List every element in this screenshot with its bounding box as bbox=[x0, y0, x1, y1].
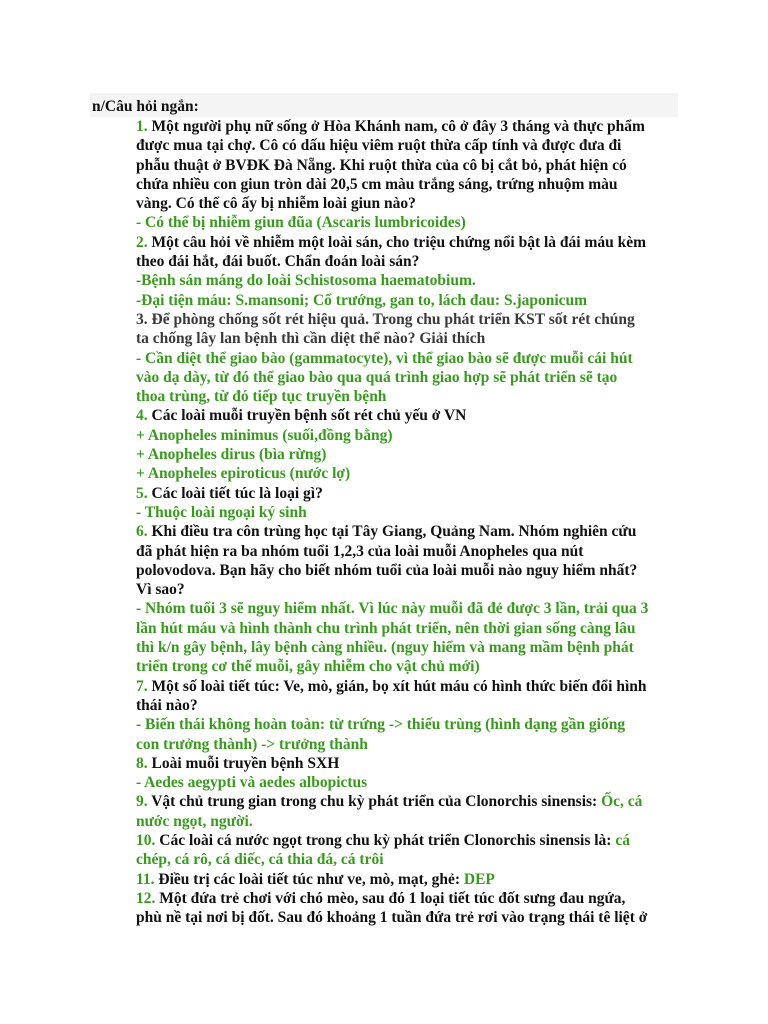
text-segment: thái nào? bbox=[136, 696, 198, 714]
text-segment: con trưởng thành) -> trưởng thành bbox=[136, 735, 368, 753]
text-segment: được mua tại chợ. Cô có dấu hiệu viêm ruột thừa cấp tính và được đưa đi bbox=[136, 137, 622, 155]
text-line bbox=[136, 522, 681, 541]
text-line bbox=[136, 599, 681, 618]
text-segment: -Đại tiện máu: S.mansoni; Cổ trướng, gan to, lách đau: S.japonicum bbox=[136, 291, 588, 309]
text-segment: phù nề tại nơi bị đốt. Sau đó khoảng 1 tuần đứa trẻ rơi vào trạng thái tê liệt ở bbox=[136, 909, 648, 927]
text-line bbox=[136, 291, 681, 310]
question-list bbox=[136, 117, 681, 927]
text-line bbox=[136, 464, 681, 483]
text-line bbox=[136, 156, 681, 175]
text-segment: + Anopheles dirus (bìa rừng) bbox=[136, 446, 327, 464]
text-segment: vào dạ dày, từ đó thể giao bào qua quá trình giao hợp sẽ phát triển sẽ tạo bbox=[136, 368, 618, 386]
text-line bbox=[136, 773, 681, 792]
section-heading: n/Câu hỏi ngắn: bbox=[92, 98, 199, 115]
text-segment: 3. Để phòng chống sốt rét hiệu quả. Trong chu phát triển KST sốt rét chúng bbox=[136, 310, 635, 328]
text-line bbox=[136, 889, 681, 908]
text-line bbox=[136, 387, 681, 406]
text-line bbox=[136, 194, 681, 213]
text-line bbox=[136, 677, 681, 696]
text-line bbox=[136, 252, 681, 271]
text-line bbox=[136, 657, 681, 676]
text-segment: lần hút máu và hình thành chu trình phát triển, nên thời gian sống càng lâu bbox=[136, 619, 636, 637]
text-segment: Một đứa trẻ chơi với chó mèo, sau đó 1 loại tiết túc đốt sưng đau ngứa, bbox=[159, 889, 626, 907]
text-segment: ta chống lây lan bệnh thì cần diệt thể nào? Giải thích bbox=[136, 330, 486, 348]
text-segment: - Thuộc loài ngoại ký sinh bbox=[136, 503, 307, 521]
text-line bbox=[136, 426, 681, 445]
text-line bbox=[136, 349, 681, 368]
text-line bbox=[136, 831, 681, 850]
text-segment: Vật chủ trung gian trong chu kỳ phát triển của Clonorchis sinensis: bbox=[151, 793, 602, 811]
text-line bbox=[136, 812, 681, 831]
text-segment: cá bbox=[615, 831, 630, 849]
text-line bbox=[136, 696, 681, 715]
text-segment: -Bệnh sán máng do loài Schistosoma haematobium. bbox=[136, 272, 476, 290]
text-segment: 10. bbox=[136, 831, 160, 849]
text-segment: phẫu thuật ở BVĐK Đà Nẵng. Khi ruột thừa của cô bị cắt bỏ, phát hiện có bbox=[136, 156, 627, 174]
text-segment: thì k/n gây bệnh, lây bệnh càng nhiều. (nguy hiểm và mang mầm bệnh phát bbox=[136, 639, 634, 657]
text-segment: polovodova. Bạn hãy cho biết nhóm tuổi của loài muỗi nào nguy hiểm nhất? bbox=[136, 561, 638, 579]
text-segment: 2. bbox=[136, 233, 152, 251]
text-line bbox=[136, 175, 681, 194]
text-segment: thoa trùng, từ đó tiếp tục truyền bệnh bbox=[136, 388, 387, 406]
text-segment: 5. bbox=[136, 484, 152, 502]
text-segment: Một người phụ nữ sống ở Hòa Khánh nam, cô ở đây 3 tháng và thực phẩm bbox=[151, 118, 645, 135]
text-line bbox=[136, 754, 681, 773]
text-segment: Vì sao? bbox=[136, 581, 185, 599]
text-segment: 7. bbox=[136, 677, 152, 695]
text-line bbox=[136, 136, 681, 155]
text-line bbox=[136, 850, 681, 869]
text-segment: theo đái hắt, đái buốt. Chẩn đoán loài sán? bbox=[136, 253, 420, 271]
text-segment: 1. bbox=[136, 118, 152, 135]
text-segment: - Biến thái không hoàn toàn: từ trứng -> thiếu trùng (hình dạng gần giống bbox=[136, 716, 626, 734]
text-line bbox=[136, 503, 681, 522]
text-line bbox=[136, 329, 681, 348]
text-line bbox=[136, 542, 681, 561]
text-segment: chép, cá rô, cá diếc, cá thia đá, cá trôi bbox=[136, 851, 384, 869]
text-line bbox=[136, 715, 681, 734]
text-segment: DEP bbox=[463, 870, 495, 888]
text-segment: - Aedes aegypti và aedes albopictus bbox=[136, 774, 368, 792]
text-line bbox=[136, 638, 681, 657]
text-line bbox=[136, 445, 681, 464]
text-line bbox=[136, 117, 681, 136]
text-line bbox=[136, 619, 681, 638]
text-segment: Khi điều tra côn trùng học tại Tây Giang, Quảng Nam. Nhóm nghiên cứu bbox=[151, 523, 637, 541]
text-segment: - Cần diệt thể giao bào (gammatocyte), vì thể giao bào sẽ được muỗi cái hút bbox=[136, 349, 633, 367]
text-line bbox=[136, 735, 681, 754]
text-line bbox=[136, 406, 681, 425]
text-segment: vàng. Có thể cô ấy bị nhiễm loài giun nào? bbox=[136, 195, 416, 213]
text-segment: Một số loài tiết túc: Ve, mò, gián, bọ xít hút máu có hình thức biến đổi hình bbox=[151, 677, 647, 695]
text-segment: - Nhóm tuổi 3 sẽ nguy hiểm nhất. Vì lúc này muỗi đã đẻ được 3 lần, trải qua 3 bbox=[136, 600, 649, 618]
text-line bbox=[136, 580, 681, 599]
text-line bbox=[136, 908, 681, 927]
text-line bbox=[136, 484, 681, 503]
text-segment: Các loài tiết túc là loại gì? bbox=[151, 484, 323, 502]
text-segment: đã phát hiện ra ba nhóm tuổi 1,2,3 của loài muỗi Anopheles qua nút bbox=[136, 542, 584, 560]
text-segment: Các loài muỗi truyền bệnh sốt rét chủ yếu ở VN bbox=[151, 407, 467, 425]
text-segment: Ốc, cá bbox=[601, 793, 643, 811]
text-segment: 12. bbox=[136, 889, 160, 907]
text-line bbox=[136, 870, 681, 889]
text-line bbox=[136, 792, 681, 811]
text-segment: 9. bbox=[136, 793, 152, 811]
text-line bbox=[136, 213, 681, 232]
text-segment: 8. bbox=[136, 754, 152, 772]
text-segment: Loài muỗi truyền bệnh SXH bbox=[151, 754, 340, 772]
text-segment: 6. bbox=[136, 523, 152, 541]
text-segment: Điều trị các loài tiết túc như ve, mò, mạt, ghẻ: bbox=[158, 870, 464, 888]
text-segment: Các loài cá nước ngọt trong chu kỳ phát triển Clonorchis sinensis là: bbox=[159, 831, 616, 849]
text-segment: 11. bbox=[136, 870, 159, 888]
text-line bbox=[136, 310, 681, 329]
text-line bbox=[136, 271, 681, 290]
text-segment: chứa nhiều con giun tròn dài 20,5 cm màu trắng sáng, trứng nhuộm màu bbox=[136, 175, 618, 193]
text-line bbox=[136, 233, 681, 252]
text-segment: Một câu hỏi về nhiễm một loài sán, cho triệu chứng nổi bật là đái máu kèm bbox=[151, 233, 647, 251]
text-line bbox=[136, 561, 681, 580]
text-segment: triển trong cơ thể muỗi, gây nhiễm cho vật chủ mới) bbox=[136, 658, 480, 676]
text-segment: 4. bbox=[136, 407, 152, 425]
text-segment: - Có thể bị nhiễm giun đũa (Ascaris lumbricoides) bbox=[136, 214, 466, 232]
text-segment: + Anopheles epiroticus (nước lợ) bbox=[136, 465, 351, 483]
text-segment: + Anopheles minimus (suối,đồng bằng) bbox=[136, 426, 393, 444]
text-line bbox=[136, 368, 681, 387]
text-segment: nước ngọt, người. bbox=[136, 812, 253, 830]
